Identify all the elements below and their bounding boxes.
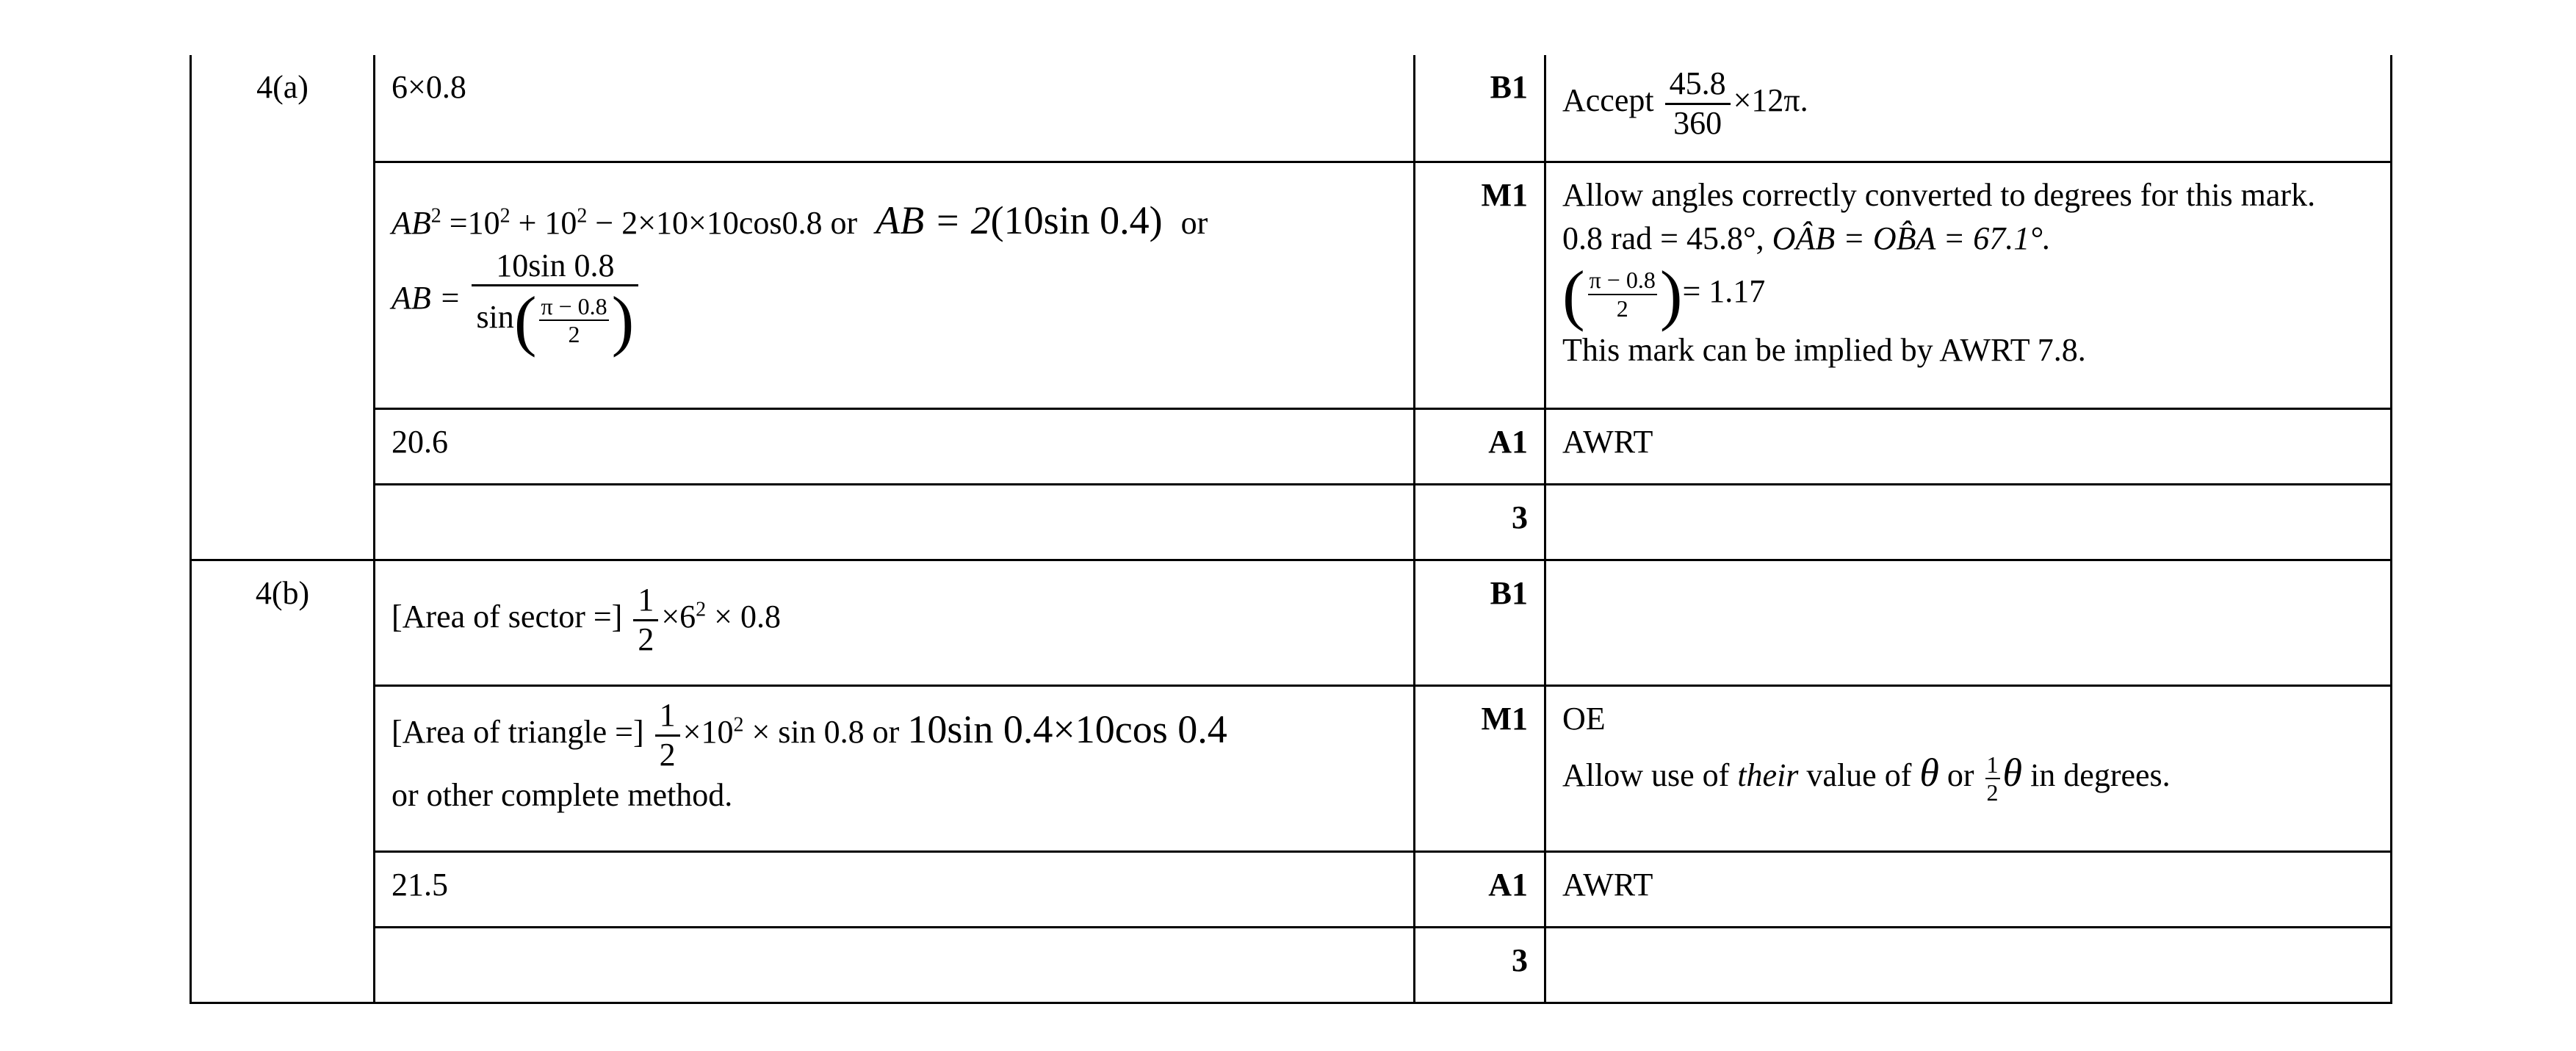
guidance-cell	[1545, 560, 2392, 686]
answer-cell: [Area of sector =] $\frac{1}{2}$ $\times 6^2 \times 0.8$	[375, 560, 1415, 686]
guidance-cell: AWRT	[1545, 852, 2392, 928]
guidance-cell: Allow angles correctly converted to degrees for this mark. 0.8 rad = 45.8°, OÂB = OB̂A = 67.1°. ( $\frac{\pi - 0.8}{2}$ )= 1.17 This mark can be implied by AWRT 7.8.	[1545, 162, 2392, 409]
mark-scheme-table	[190, 55, 2392, 1004]
table-row	[191, 686, 2392, 852]
answer-line-2: AB = 10sin 0.8 sin( $\frac{\pi - 0.8}{2}$ )	[392, 248, 1397, 355]
table-row	[191, 560, 2392, 686]
answer-cell: [Area of triangle =] $\frac{1}{2}$ $\times 10^2 \times \sin 0.8$ or 10sin 0.4×10cos 0.4 or other complete method.	[375, 686, 1415, 852]
guidance-cell: Accept $\frac{45.8}{360}$ ×12π.	[1545, 55, 2392, 162]
fraction: $\frac{1}{2}$	[655, 697, 680, 773]
table-row	[191, 55, 2392, 162]
mark-cell: A1	[1415, 852, 1545, 928]
total-mark-cell: 3	[1415, 485, 1545, 560]
table-row	[191, 485, 2392, 560]
fraction: $\frac{1}{2}$	[633, 582, 658, 658]
mark-cell: M1	[1415, 162, 1545, 409]
table-row	[191, 928, 2392, 1003]
answer-line-1: $AB^2 =10^2 + 10^2 - 2\times 10\times 10\cos 0.8$ or AB = 2(10sin 0.4) or	[392, 198, 1208, 242]
answer-cell	[375, 485, 1415, 560]
answer-cell: 6×0.8	[375, 55, 1415, 162]
fraction: $\frac{\pi - 0.8}{2}$	[1589, 266, 1656, 322]
guidance-cell	[1545, 485, 2392, 560]
question-label: 4(b)	[191, 560, 375, 1003]
mark-cell: B1	[1415, 55, 1545, 162]
fraction: $\frac{1}{2}$	[1986, 751, 1999, 806]
guidance-cell	[1545, 928, 2392, 1003]
answer-cell	[375, 928, 1415, 1003]
table-row	[191, 162, 2392, 409]
mark-cell: A1	[1415, 409, 1545, 485]
answer-cell: 20.6	[375, 409, 1415, 485]
fraction: 10sin 0.8 sin( $\frac{\pi - 0.8}{2}$ )	[472, 248, 638, 355]
mark-cell: M1	[1415, 686, 1545, 852]
guidance-cell: OE Allow use of their value of θ or $\frac{1}{2}$ θ in degrees.	[1545, 686, 2392, 852]
table-row	[191, 852, 2392, 928]
mark-cell: B1	[1415, 560, 1545, 686]
question-label: 4(a)	[191, 55, 375, 560]
answer-cell	[375, 162, 1415, 409]
table-row	[191, 409, 2392, 485]
fraction: $\frac{45.8}{360}$	[1665, 65, 1731, 142]
guidance-cell: AWRT	[1545, 409, 2392, 485]
total-mark-cell: 3	[1415, 928, 1545, 1003]
answer-cell: 21.5	[375, 852, 1415, 928]
